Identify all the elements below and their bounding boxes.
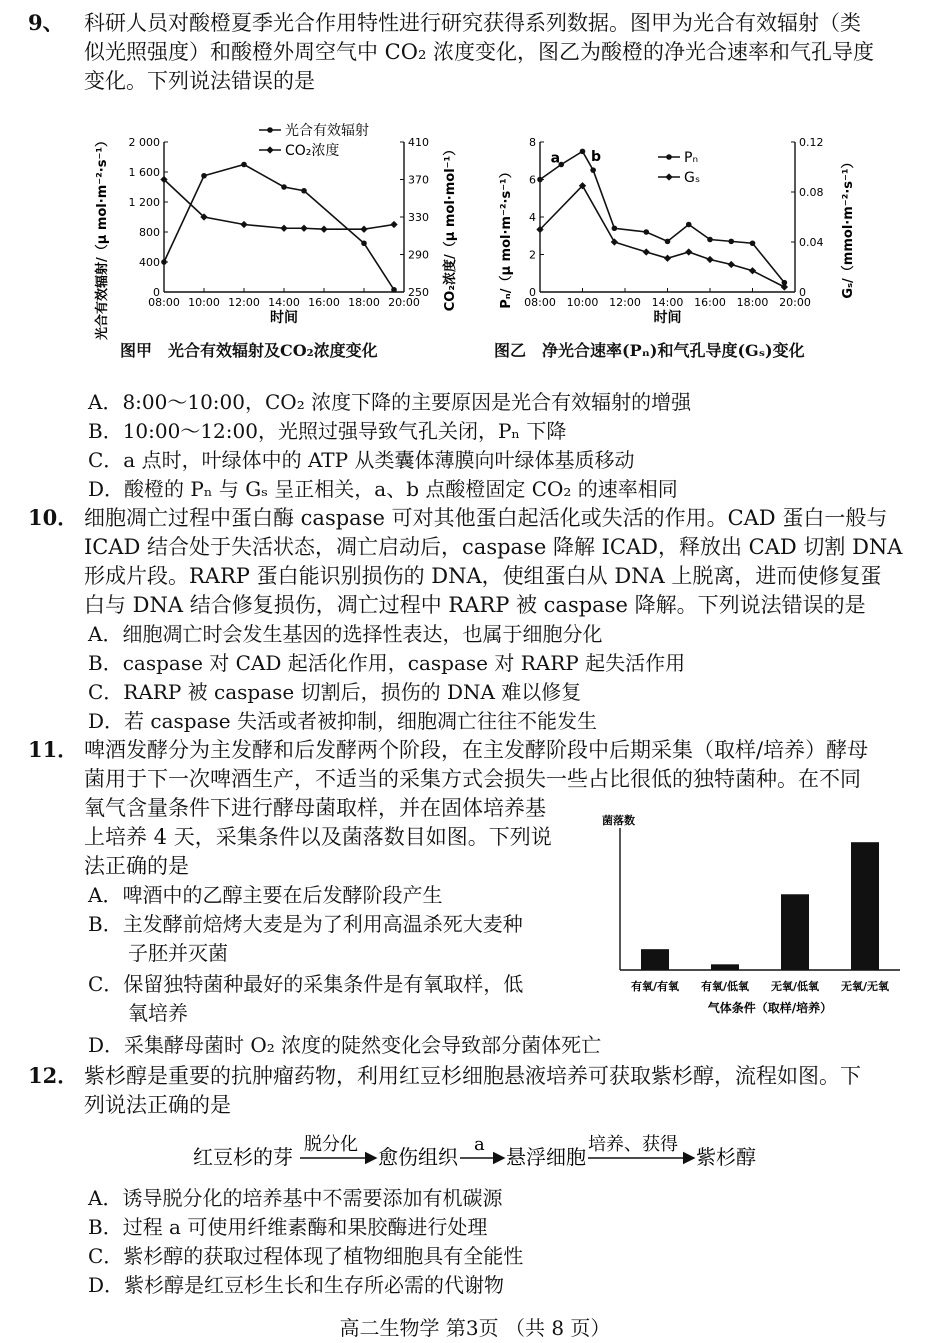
- option-b: B．过程 a 可使用纤维素酶和果胶酶进行处理: [88, 1215, 488, 1239]
- data-point: [281, 184, 287, 190]
- figure-caption: 图乙 净光合速率(Pₙ)和气孔导度(Gₛ)变化: [494, 341, 805, 360]
- question-text-line: 菌用于下一次啤酒生产，不适当的采集方式会损失一些占比很低的独特菌种。在不同: [84, 767, 861, 791]
- option-a: A．啤酒中的乙醇主要在后发酵阶段产生: [88, 883, 443, 907]
- y-tick-label: 0: [153, 286, 160, 299]
- question-text-line: 法正确的是: [84, 854, 189, 878]
- series-line-1: [540, 148, 784, 282]
- question-text-line: 科研人员对酸橙夏季光合作用特性进行研究获得系列数据。图甲为光合有效辐射（类: [84, 11, 861, 35]
- question-text-line: ICAD 结合处于失活状态，凋亡启动后，caspase 降解 ICAD，释放出 CAD 切割 DNA: [84, 535, 903, 559]
- data-point: [612, 225, 618, 231]
- x-tick-label: 12:00: [609, 296, 641, 309]
- option-d: D．采集酵母菌时 O₂ 浓度的陡然变化会导致部分菌体死亡: [88, 1033, 602, 1057]
- legend-marker: [266, 146, 273, 153]
- question-number: 11．: [28, 737, 79, 762]
- option-d: D．紫杉醇是红豆杉生长和生存所必需的代谢物: [88, 1273, 505, 1297]
- bar: [641, 949, 669, 970]
- x-tick-label: 08:00: [524, 296, 556, 309]
- question-text-line: 列说法正确的是: [84, 1093, 231, 1117]
- question-text-line: 氧气含量条件下进行酵母菌取样，并在固体培养基: [84, 796, 546, 820]
- page-footer: 高二生物学 第3页 （共 8 页）: [339, 1316, 611, 1340]
- legend-label: 光合有效辐射: [285, 123, 369, 139]
- x-tick-label: 12:00: [228, 296, 260, 309]
- y-tick-label: 6: [529, 173, 536, 187]
- option-c: C．紫杉醇的获取过程体现了植物细胞具有全能性: [88, 1244, 524, 1268]
- x-tick-label: 有氧/有氧: [630, 980, 680, 993]
- option-d: D．酸橙的 Pₙ 与 Gₛ 呈正相关，a、b 点酸橙固定 CO₂ 的速率相同: [88, 477, 678, 501]
- y-tick-label: 400: [139, 256, 160, 269]
- y-axis-label: 光合有效辐射/（μ mol·m⁻²·s⁻¹）: [95, 133, 110, 340]
- y-tick-label: 1 600: [128, 166, 160, 179]
- question-text-line: 上培养 4 天，采集条件以及菌落数目如图。下列说: [84, 825, 552, 849]
- x-tick-label: 20:00: [388, 296, 420, 309]
- question-text-line: 啤酒发酵分为主发酵和后发酵两个阶段，在主发酵阶段中后期采集（取样/培养）酵母: [84, 738, 869, 762]
- data-point: [750, 240, 756, 246]
- option-a: A．诱导脱分化的培养基中不需要添加有机碳源: [88, 1186, 503, 1210]
- y-axis-label-right: Gₛ/（mmol·m⁻²·s⁻¹）: [841, 155, 856, 299]
- bar: [781, 894, 809, 970]
- y-tick-label: 0: [529, 286, 536, 299]
- flow-arrow-label: a: [474, 1134, 485, 1155]
- x-tick-label: 10:00: [188, 296, 220, 309]
- y-tick-label: 4: [529, 211, 536, 224]
- question-number: 10．: [28, 505, 79, 530]
- y-right-tick-label: 0: [799, 286, 806, 299]
- option-c: C．RARP 被 caspase 切割后，损伤的 DNA 难以修复: [88, 680, 582, 704]
- y-right-tick-label: 330: [408, 211, 429, 224]
- data-point: [611, 238, 618, 245]
- flow-arrow-label: 培养、获得: [588, 1134, 678, 1155]
- data-point: [537, 177, 543, 183]
- option-b: B．caspase 对 CAD 起活化作用，caspase 对 RARP 起失活作用: [88, 651, 686, 675]
- data-point: [665, 239, 671, 245]
- data-point: [391, 287, 397, 293]
- flow-arrow-label: 脱分化: [304, 1134, 358, 1155]
- flow-node-callus: 愈伤组织: [378, 1145, 458, 1169]
- data-point: [390, 221, 397, 228]
- annotation-b: b: [591, 148, 602, 165]
- data-point: [590, 167, 596, 173]
- x-axis-label: 气体条件（取样/培养）: [707, 1001, 833, 1015]
- bar: [851, 842, 879, 970]
- figure-jia-chart: [84, 112, 464, 340]
- x-tick-label: 14:00: [651, 296, 684, 309]
- data-point: [707, 237, 713, 243]
- y-right-tick-label: 0.12: [799, 136, 824, 149]
- data-point: [320, 226, 327, 233]
- legend-marker: [666, 154, 672, 160]
- data-point: [280, 225, 287, 232]
- y-axis-label-right: CO₂浓度/（μ mol·mol⁻¹）: [443, 142, 458, 312]
- legend-marker: [267, 127, 273, 133]
- data-point: [686, 222, 692, 228]
- bar: [711, 964, 739, 970]
- data-point: [301, 188, 307, 194]
- legend-marker: [665, 173, 672, 180]
- data-point: [300, 225, 307, 232]
- data-point: [728, 239, 734, 245]
- option-d: D．若 caspase 失活或者被抑制，细胞凋亡往往不能发生: [88, 709, 597, 733]
- x-axis-label: 时间: [653, 310, 682, 326]
- option-c: C．a 点时，叶绿体中的 ATP 从类囊体薄膜向叶绿体基质移动: [88, 448, 635, 472]
- data-point: [749, 267, 756, 274]
- figure-caption: 图甲 光合有效辐射及CO₂浓度变化: [120, 341, 378, 360]
- x-axis-label: 时间: [270, 310, 298, 326]
- option-b: B．10:00～12:00，光照过强导致气孔关闭，Pₙ 下降: [88, 419, 567, 443]
- y-right-tick-label: 410: [408, 136, 429, 149]
- data-point: [361, 240, 367, 246]
- y-tick-label: 2: [529, 248, 536, 262]
- y-right-tick-label: 370: [408, 173, 429, 187]
- option-a: A．8:00～10:00，CO₂ 浓度下降的主要原因是光合有效辐射的增强: [88, 390, 692, 414]
- data-point: [685, 248, 692, 255]
- x-tick-label: 20:00: [779, 296, 811, 309]
- question-number: 9、: [28, 10, 64, 35]
- option-b: B．主发酵前焙烤大麦是为了利用高温杀死大麦种: [88, 912, 523, 936]
- annotation-a: a: [550, 150, 561, 167]
- flow-node-taxol: 紫杉醇: [696, 1145, 756, 1169]
- data-point: [728, 261, 735, 268]
- data-point: [643, 229, 649, 235]
- flow-node-bud: 红豆杉的芽: [193, 1145, 293, 1169]
- question-number: 12．: [28, 1063, 79, 1088]
- option-c: C．保留独特菌种最好的采集条件是有氧取样，低: [88, 972, 524, 996]
- y-axis-label: 菌落数: [602, 814, 635, 827]
- y-right-tick-label: 0.04: [799, 236, 824, 249]
- option-a: A．细胞凋亡时会发生基因的选择性表达，也属于细胞分化: [88, 622, 603, 646]
- question-text-line: 变化。下列说法错误的是: [84, 69, 315, 93]
- question-text-line: 白与 DNA 结合修复损伤，凋亡过程中 RARP 被 caspase 降解。下列说法错误的是: [84, 593, 866, 617]
- colony-bar-chart: [600, 808, 910, 1023]
- data-point: [643, 248, 650, 255]
- y-right-tick-label: 250: [408, 286, 429, 299]
- data-point: [241, 162, 247, 168]
- x-tick-label: 14:00: [268, 296, 300, 309]
- data-point: [580, 149, 586, 155]
- x-tick-label: 16:00: [308, 296, 340, 309]
- flow-node-suspension-cells: 悬浮细胞: [506, 1145, 586, 1169]
- option-c-cont: 氧培养: [88, 1001, 188, 1025]
- y-tick-label: 8: [529, 136, 536, 149]
- x-tick-label: 无氧/低氧: [770, 980, 820, 993]
- data-point: [781, 283, 788, 290]
- y-right-tick-label: 290: [408, 248, 429, 262]
- question-text-line: 紫杉醇是重要的抗肿瘤药物，利用红豆杉细胞悬液培养可获取紫杉醇，流程如图。下: [84, 1064, 861, 1088]
- data-point: [201, 173, 207, 179]
- data-point: [706, 256, 713, 263]
- legend-label: Gₛ: [684, 170, 701, 186]
- series-line-2: [540, 186, 784, 287]
- x-tick-label: 10:00: [566, 296, 599, 309]
- data-point: [161, 259, 167, 265]
- x-tick-label: 有氧/低氧: [700, 980, 750, 993]
- x-tick-label: 18:00: [736, 296, 769, 309]
- y-tick-label: 1 200: [128, 196, 160, 209]
- x-tick-label: 16:00: [694, 296, 726, 309]
- x-tick-label: 08:00: [148, 296, 180, 309]
- flow-diagram: [0, 1130, 950, 1180]
- x-tick-label: 18:00: [348, 296, 380, 309]
- y-tick-label: 2 000: [128, 136, 160, 149]
- data-point: [360, 226, 367, 233]
- x-tick-label: 无氧/无氧: [840, 980, 890, 993]
- option-b-cont: 子胚并灭菌: [88, 941, 228, 965]
- question-text-line: 似光照强度）和酸橙外周空气中 CO₂ 浓度变化，图乙为酸橙的净光合速率和气孔导度: [84, 40, 875, 64]
- question-text-line: 形成片段。RARP 蛋白能识别损伤的 DNA，使组蛋白从 DNA 上脱离，进而使修复蛋: [84, 564, 882, 588]
- question-text-line: 细胞凋亡过程中蛋白酶 caspase 可对其他蛋白起活化或失活的作用。CAD 蛋白一般与: [84, 506, 888, 530]
- legend-label: CO₂浓度: [285, 143, 340, 159]
- data-point: [664, 255, 671, 262]
- figure-yi-chart: [490, 112, 870, 340]
- legend-label: Pₙ: [684, 150, 699, 166]
- y-right-tick-label: 0.08: [799, 186, 824, 199]
- y-tick-label: 800: [139, 226, 160, 239]
- data-point: [240, 221, 247, 228]
- y-axis-label: Pₙ/（μ mol·m⁻²·s⁻¹）: [499, 165, 514, 309]
